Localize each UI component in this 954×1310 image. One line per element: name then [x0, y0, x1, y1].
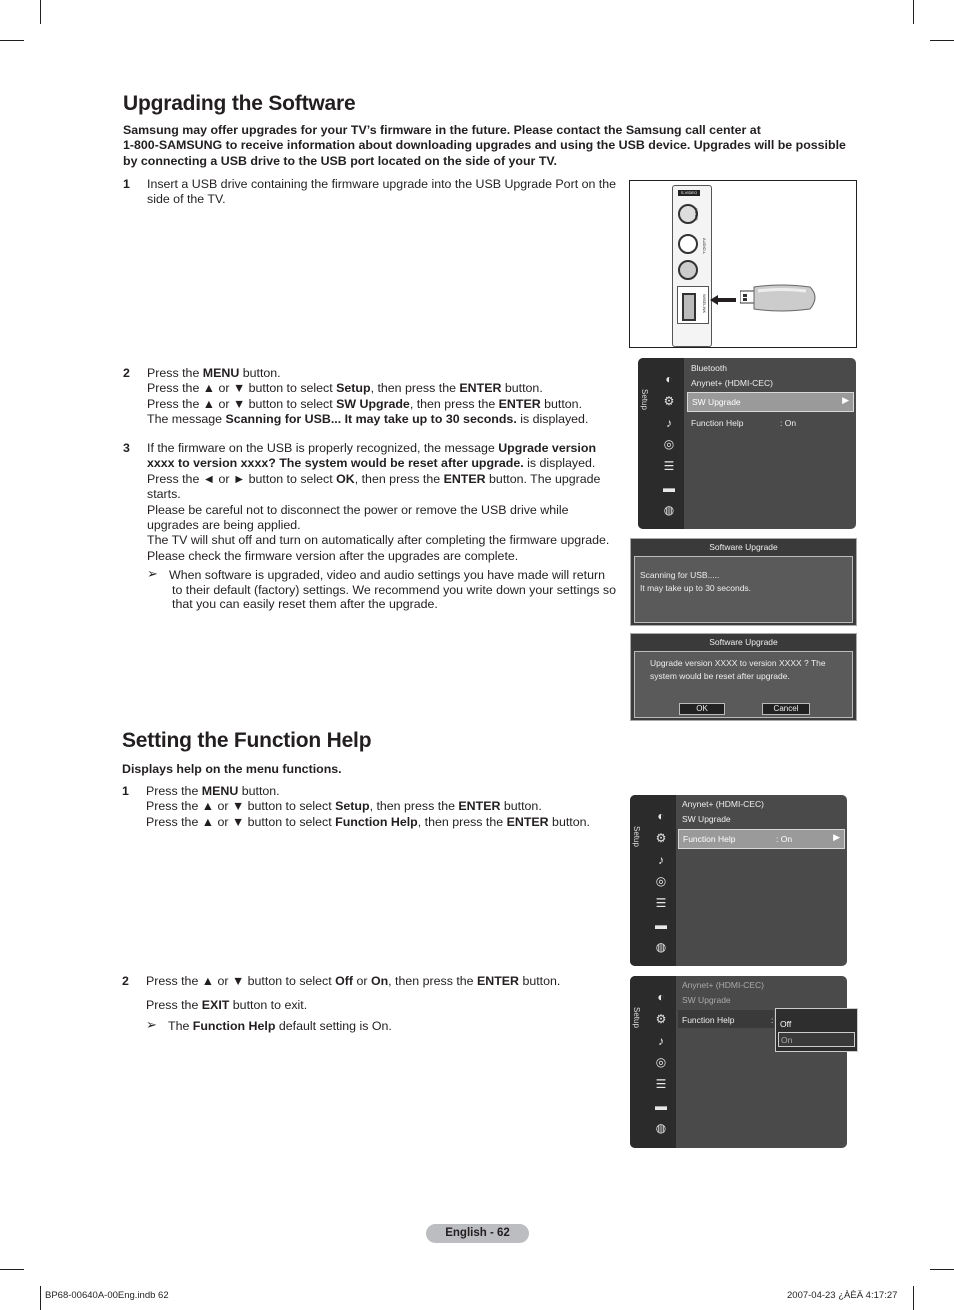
note-line: When software is upgraded, video and audio settings you have made will return	[169, 568, 605, 582]
key-enter: ENTER	[443, 471, 486, 486]
support-icon: ◍	[655, 940, 667, 954]
ok-button[interactable]: OK	[679, 703, 725, 715]
text: , then press the	[388, 974, 478, 988]
crop-mark	[913, 1286, 914, 1310]
intro-line: by connecting a USB drive to the USB port located on the side of your TV.	[123, 153, 557, 168]
support-icon: ◍	[663, 503, 675, 517]
text: Press the	[146, 784, 202, 798]
dialog-message	[650, 657, 826, 683]
step-line	[147, 366, 588, 381]
key-enter: ENTER	[506, 814, 549, 829]
note-line: to their default (factory) settings. We recommend you write down your settings so	[172, 582, 616, 597]
audio-r-jack-icon	[678, 260, 698, 280]
menu-item-value: : On	[780, 418, 797, 428]
text: , then press the	[409, 396, 499, 411]
text: default setting is On.	[275, 1019, 392, 1033]
text: Press the ▲ or ▼ button to select	[146, 814, 336, 829]
step-line: Please check the firmware version after the upgrades are complete.	[147, 548, 519, 563]
sound-icon: ♪	[658, 1034, 664, 1048]
picture-icon: ◐	[657, 809, 665, 823]
dialog-line: It may take up to 30 seconds.	[640, 583, 752, 593]
key-enter: ENTER	[498, 396, 541, 411]
text: Press the ▲ or ▼ button to select	[147, 396, 337, 411]
note-line	[168, 1019, 392, 1034]
cancel-button[interactable]: Cancel	[762, 703, 810, 715]
menu-item-anynet[interactable]: Anynet+ (HDMI-CEC)	[682, 980, 764, 990]
menu-item-function-help[interactable]: Function Help	[691, 418, 744, 428]
menu-item-label: Function Help	[682, 1015, 735, 1025]
text: , then press the	[354, 471, 444, 486]
osd-side-label: Setup	[640, 389, 649, 410]
crop-mark	[0, 1269, 24, 1270]
tv-side-panel	[672, 185, 712, 347]
step-line: upgrades are being applied.	[147, 518, 301, 533]
menu-item-sw-upgrade[interactable]: SW Upgrade	[682, 995, 731, 1005]
step-line	[146, 815, 590, 830]
section-title-function-help: Setting the Function Help	[122, 729, 372, 752]
menu-item-label: SW Upgrade	[692, 397, 741, 407]
page-number-badge: English - 62	[426, 1224, 529, 1243]
intro-line: 1-800-SAMSUNG to receive information about downloading upgrades and using the USB device. Upgrades will be possible	[123, 138, 846, 153]
osd-side-label: Setup	[632, 826, 641, 847]
text: button.	[501, 381, 543, 396]
step-line: Insert a USB drive containing the firmware upgrade into the USB Upgrade Port on the	[147, 177, 617, 191]
text: , then press the	[417, 814, 507, 829]
menu-setup: Setup	[336, 381, 371, 396]
setup-gear-icon: ⚙	[655, 831, 667, 845]
support-icon: ◍	[655, 1121, 667, 1135]
usb-drive-icon	[740, 281, 820, 315]
dialog-software-upgrade-scanning	[630, 538, 857, 626]
dialog-line: system would be reset after upgrade.	[650, 671, 790, 681]
option-label: On	[781, 1035, 793, 1045]
options-dropdown	[775, 1008, 858, 1052]
step-line	[147, 441, 609, 456]
text: , then press the	[370, 381, 460, 396]
step-number: 2	[123, 366, 130, 380]
picture-icon: ◐	[665, 372, 673, 386]
menu-item-separator: :	[771, 1015, 774, 1025]
menu-item-function-help[interactable]	[678, 829, 845, 849]
dialog-software-upgrade-confirm	[630, 633, 857, 721]
osd-setup-menu-function-help-options	[630, 976, 847, 1148]
key-enter: ENTER	[458, 799, 501, 814]
step-line: Please be careful not to disconnect the power or remove the USB drive while	[147, 502, 569, 517]
list-icon: ☰	[655, 896, 667, 910]
button-ok: OK	[336, 471, 355, 486]
channel-icon: ◎	[655, 1055, 667, 1069]
sound-icon: ♪	[658, 853, 664, 867]
arrow-right-icon: ▶	[833, 832, 840, 842]
menu-setup: Setup	[335, 799, 370, 814]
step-line	[147, 456, 609, 471]
text: The message	[147, 412, 226, 427]
svideo-label: S-VIDEO	[678, 190, 700, 196]
dialog-title: Software Upgrade	[631, 634, 856, 650]
step-number: 2	[122, 974, 129, 988]
menu-item-sw-upgrade[interactable]: SW Upgrade	[682, 814, 731, 824]
dialog-line: Scanning for USB.....	[640, 570, 720, 580]
file-slug: BP68-00640A-00Eng.indb 62	[45, 1290, 169, 1301]
text: or	[353, 974, 371, 988]
print-timestamp: 2007-04-23 ¿ÀÈÄ 4:17:27	[787, 1290, 898, 1301]
crop-mark	[930, 40, 954, 41]
text: Press the ▲ or ▼ button to select	[146, 799, 336, 814]
text: is displayed.	[516, 412, 589, 427]
crop-mark	[40, 1286, 41, 1310]
video-label: VIDEO	[694, 208, 699, 221]
scanning-message: Scanning for USB... It may take up to 30 seconds.	[225, 412, 517, 427]
menu-function-help: Function Help	[335, 814, 418, 829]
step-line: The TV will shut off and turn on automatically after completing the firmware upgrade.	[147, 533, 610, 548]
step-line: side of the TV.	[147, 192, 226, 207]
dialog-body	[634, 556, 853, 623]
note-arrow-icon: ➢	[146, 1017, 157, 1032]
menu-item-bluetooth[interactable]: Bluetooth	[691, 363, 727, 373]
audio-label: AUDIO-L	[702, 238, 707, 255]
step-line	[146, 998, 560, 1013]
osd-setup-menu-function-help	[630, 795, 847, 966]
menu-item-function-help[interactable]	[678, 1010, 774, 1028]
menu-item-label: Function Help	[683, 834, 736, 844]
crop-mark	[930, 1269, 954, 1270]
text: button.	[500, 799, 542, 814]
input-icon: ▬	[655, 918, 667, 932]
usb-port-icon	[682, 293, 696, 321]
text: button.	[519, 974, 561, 988]
section-intro: Displays help on the menu functions.	[122, 762, 342, 776]
step-line	[147, 381, 588, 396]
step-line	[146, 799, 590, 814]
crop-mark	[40, 0, 41, 24]
input-icon: ▬	[655, 1099, 667, 1113]
step-line	[146, 974, 560, 989]
key-enter: ENTER	[477, 974, 520, 988]
text: Press the ◄ or ► button to select	[147, 471, 337, 486]
crop-mark	[913, 0, 914, 24]
step-number: 1	[123, 177, 130, 191]
input-icon: ▬	[663, 481, 675, 495]
step-line: starts.	[147, 487, 181, 502]
list-icon: ☰	[655, 1077, 667, 1091]
key-menu: MENU	[202, 366, 240, 380]
menu-sw-upgrade: SW Upgrade	[336, 396, 410, 411]
dialog-body	[634, 651, 853, 718]
menu-item-sw-upgrade[interactable]	[687, 392, 854, 412]
text: is displayed.	[523, 456, 596, 471]
note-line: that you can easily reset them after the upgrade.	[172, 597, 438, 612]
intro-line: Samsung may offer upgrades for your TV’s firmware in the future. Please contact the Samsung call center at	[123, 123, 761, 137]
channel-icon: ◎	[655, 874, 667, 888]
dialog-line: Upgrade version XXXX to version XXXX ? The	[650, 658, 826, 668]
section-title-upgrading: Upgrading the Software	[123, 92, 356, 115]
text: Press the	[146, 998, 202, 1013]
sound-icon: ♪	[666, 416, 672, 430]
step-number: 3	[123, 441, 130, 455]
wiselink-label: WISELINK	[702, 294, 707, 314]
upgrade-message: Upgrade version	[498, 441, 597, 455]
tv-side-panel-illustration	[629, 180, 857, 348]
menu-item-anynet[interactable]: Anynet+ (HDMI-CEC)	[682, 799, 764, 809]
osd-side-label: Setup	[632, 1007, 641, 1028]
audio-l-jack-icon	[678, 234, 698, 254]
text: button.	[239, 366, 281, 380]
arrow-right-icon: ▶	[842, 395, 849, 405]
key-menu: MENU	[201, 784, 239, 798]
picture-icon: ◐	[657, 990, 665, 1004]
section-intro	[123, 123, 846, 169]
key-enter: ENTER	[459, 381, 502, 396]
setup-gear-icon: ⚙	[663, 394, 675, 408]
text: button to exit.	[229, 998, 308, 1013]
text: button.	[238, 784, 280, 798]
dialog-title: Software Upgrade	[631, 539, 856, 555]
menu-item-value: : On	[776, 834, 793, 844]
text: If the firmware on the USB is properly recognized, the message	[147, 441, 499, 455]
text: Press the ▲ or ▼ button to select	[147, 381, 337, 396]
option-off: Off	[335, 974, 354, 988]
step-line	[146, 784, 590, 799]
text: , then press the	[369, 799, 459, 814]
insert-arrow-icon	[710, 292, 736, 300]
text: button. The upgrade	[485, 471, 601, 486]
list-icon: ☰	[663, 459, 675, 473]
setup-gear-icon: ⚙	[655, 1012, 667, 1026]
osd-setup-menu	[638, 358, 856, 529]
step-number: 1	[122, 784, 129, 798]
text: button.	[548, 814, 590, 829]
text: The	[168, 1019, 193, 1033]
key-exit: EXIT	[201, 998, 230, 1013]
channel-icon: ◎	[663, 437, 675, 451]
note-arrow-icon: ➢	[147, 566, 158, 581]
option-off[interactable]: Off	[780, 1019, 792, 1029]
step-line	[147, 472, 609, 487]
dialog-message	[640, 569, 751, 595]
text: button.	[540, 396, 583, 411]
crop-mark	[0, 40, 24, 41]
menu-item-anynet[interactable]: Anynet+ (HDMI-CEC)	[691, 378, 773, 388]
option-on[interactable]	[778, 1032, 855, 1047]
step-line	[147, 412, 588, 427]
option-on: On	[370, 974, 389, 988]
text: Press the ▲ or ▼ button to select	[146, 974, 336, 988]
upgrade-message: xxxx to version xxxx? The system would be reset after upgrade.	[147, 456, 524, 471]
menu-function-help: Function Help	[192, 1019, 276, 1033]
step-line	[147, 397, 588, 412]
text: Press the	[147, 366, 203, 380]
